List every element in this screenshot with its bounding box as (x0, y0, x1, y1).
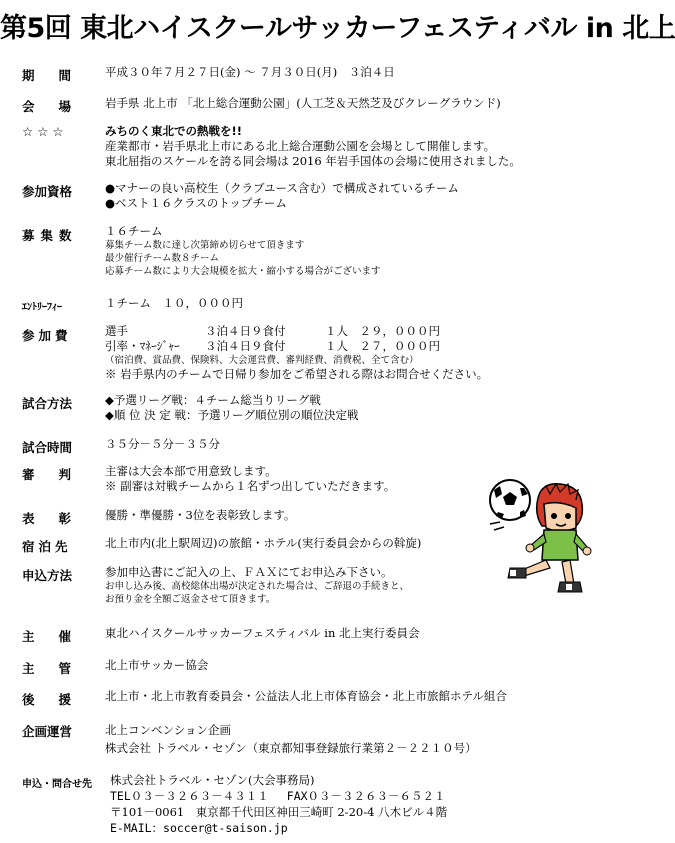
planning-label: 企画運営 (22, 724, 73, 739)
manager-label: 主管 (22, 661, 96, 676)
recruit-note: 募集チーム数に達し次第締め切らせて頂きます (105, 240, 305, 251)
recruit-label: 募集数 (22, 228, 78, 243)
apply-main: 参加申込書にご記入の上、ＦＡＸにてお申込み下さい。 (105, 565, 393, 579)
apply-note: お預り金を全額ご返金させて頂きます。 (105, 594, 276, 605)
soccer-ball-icon (490, 480, 530, 520)
awards-label: 表彰 (22, 511, 96, 526)
referee-block (105, 464, 395, 494)
character-head (537, 484, 583, 531)
period-label-text: 期間 (22, 68, 96, 83)
planning-line: 株式会社 トラベル・セゾン（東京都知事登録旅行業第２－２２１０号） (105, 741, 477, 755)
lodging-value: 北上市内(北上駅周辺)の旅館・ホテル(実行委員会からの斡旋) (105, 536, 422, 550)
format-label: 試合方法 (22, 396, 73, 411)
recruit-note: 応募チーム数により大会規模を拡大・縮小する場合がございます (105, 266, 381, 277)
fee-included-note: （宿泊費、賞品費、保険料、大会運営費、審判経費、消費税、全て含む） (105, 355, 419, 366)
fee-price: １人 ２７，０００円 (325, 339, 440, 353)
soccer-mascot-illustration (480, 470, 595, 595)
apply-label: 申込方法 (22, 568, 73, 583)
participation-fee-label: 参加費 (22, 328, 72, 343)
intro-headline: みちのく東北での熱戦を!! (105, 124, 242, 138)
fee-who: 引率・ﾏﾈｰｼﾞｬｰ (105, 339, 180, 353)
match-time-label: 試合時間 (22, 440, 73, 455)
referee-line: 主審は大会本部で用意致します。 (105, 464, 277, 478)
referee-label: 審判 (22, 467, 96, 482)
contact-tel: TEL０３－３２６３－４３１１ (110, 789, 269, 803)
match-time-value: ３５分－５分－３５分 (105, 437, 220, 451)
intro-line: 東北屈指のスケールを誇る同会場は 2016 年岩手国体の会場に使用されました。 (105, 154, 521, 168)
eligibility-line: ●ベスト１６クラスのトップチーム (105, 196, 287, 210)
fee-row-player (105, 324, 488, 339)
character-legs (508, 560, 582, 592)
recruit-note: 最少催行チーム数８チーム (105, 253, 220, 264)
fee-price: １人 ２９，０００円 (325, 324, 440, 338)
recruit-block (105, 224, 381, 278)
planning-block (105, 721, 477, 757)
fee-plan: ３泊４日９食付 (205, 339, 286, 353)
period-value: 平成３０年７月２７日(金) ～ ７月３０日(月) ３泊４日 (105, 65, 395, 79)
eligibility-label: 参加資格 (22, 184, 73, 199)
organizer-label: 主催 (22, 629, 96, 644)
lodging-label: 宿泊先 (22, 539, 72, 554)
format-line: ◆順 位 決 定 戦：予選リーグ順位別の順位決定戦 (105, 408, 359, 422)
fee-who: 選手 (105, 324, 128, 338)
support-value: 北上市・北上市教育委員会・公益法人北上市体育協会・北上市旅館ホテル組合 (105, 689, 507, 703)
contact-block (110, 772, 447, 836)
intro-line: 産業都市・岩手県北上市にある北上総合運動公園を会場として開催します。 (105, 139, 496, 153)
contact-company: 株式会社トラベル・セゾン(大会事務局) (110, 773, 315, 787)
entry-fee-label: ｴﾝﾄﾘｰﾌｨｰ (22, 302, 62, 313)
apply-block (105, 565, 409, 606)
contact-fax: FAX０３－３２６３－６５２１ (286, 789, 446, 803)
contact-label: 申込・問合せ先 (22, 779, 92, 790)
manager-value: 北上市サッカー協会 (105, 658, 209, 672)
fee-row-staff (105, 339, 488, 354)
contact-address: 〒101－0061 東京都千代田区神田三崎町 2-20-4 八木ビル４階 (110, 805, 448, 819)
venue-label: 会場 (22, 99, 96, 114)
contact-phone-row (110, 788, 447, 804)
participation-fee-block (105, 324, 488, 382)
intro-stars: ☆☆☆ (22, 124, 68, 139)
period-label (22, 66, 96, 84)
venue-value: 岩手県 北上市 「北上総合運動公園」(人工芝＆天然芝及びクレーグラウンド) (105, 96, 501, 110)
apply-note: お申し込み後、高校総体出場が決定された場合は、ご辞退の手続きと、 (105, 581, 410, 592)
awards-value: 優勝・準優勝・3位を表彰致します。 (105, 508, 296, 522)
eligibility-line: ●マナーの良い高校生（クラブユース含む）で構成されているチーム (105, 181, 459, 195)
support-label: 後援 (22, 692, 96, 707)
fee-plan: ３泊４日９食付 (205, 324, 286, 338)
referee-line: ※ 副審は対戦チームから１名ずつ出していただきます。 (105, 479, 396, 493)
contact-email[interactable]: E-MAIL：soccer@t-saison.jp (110, 821, 288, 835)
format-line: ◆予選リーグ戦：４チーム総当りリーグ戦 (105, 393, 321, 407)
recruit-main: １６チーム (105, 224, 163, 238)
format-block (105, 393, 358, 423)
entry-fee-value: １チーム １０，０００円 (105, 296, 243, 310)
motion-lines (490, 522, 504, 530)
intro-block (105, 124, 521, 169)
organizer-value: 東北ハイスクールサッカーフェスティバル in 北上実行委員会 (105, 626, 420, 640)
fee-dayreturn-note: ※ 岩手県内のチームで日帰り参加をご希望される際はお問合せください。 (105, 367, 489, 381)
character-body (526, 530, 591, 560)
eligibility-block (105, 181, 459, 211)
planning-line: 北上コンベンション企画 (105, 723, 231, 737)
page-title: 第5回 東北ハイスクールサッカーフェスティバル in 北上 (0, 13, 675, 44)
